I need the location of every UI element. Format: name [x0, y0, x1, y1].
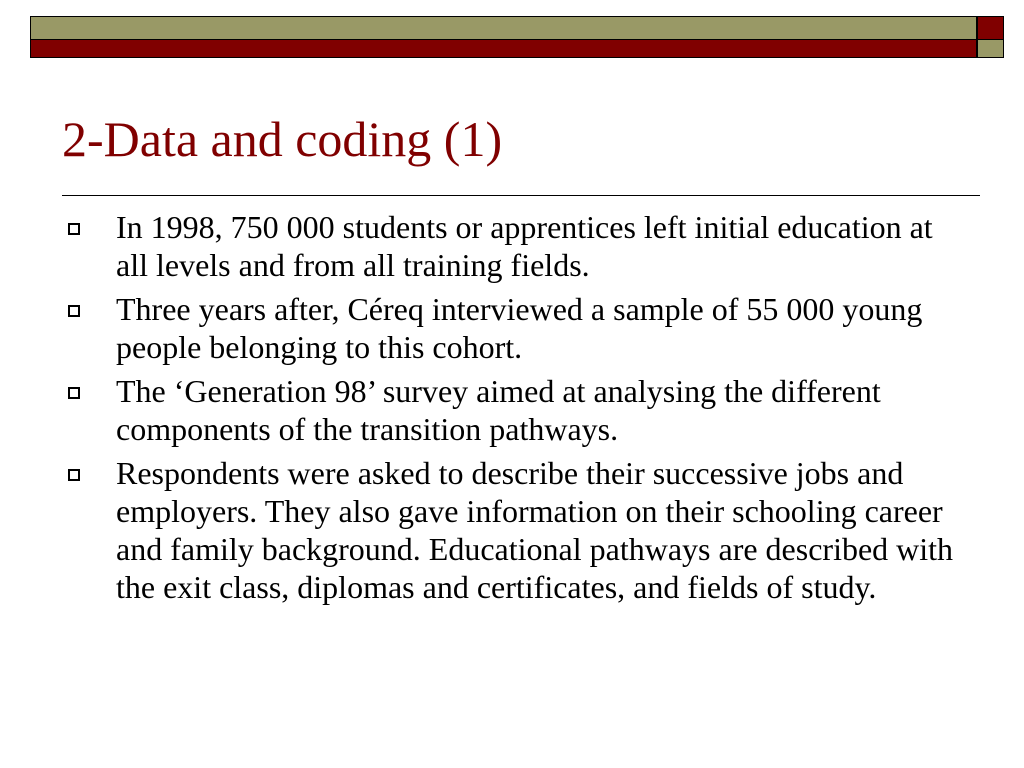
bullet-text: In 1998, 750 000 students or apprentices left initial education at all levels and from all training fields.: [116, 209, 933, 283]
header-bar-maroon: [30, 40, 977, 58]
header-square-olive: [977, 40, 1004, 58]
bullet-item: [62, 290, 962, 366]
bullet-item: [62, 372, 962, 448]
slide-title: 2-Data and coding (1): [62, 111, 503, 167]
bullet-item: [62, 208, 962, 284]
hollow-square-bullet-icon: [68, 469, 80, 481]
bullet-text: The ‘Generation 98’ survey aimed at analysing the different components of the transition pathways.: [116, 373, 881, 447]
hollow-square-bullet-icon: [68, 223, 80, 235]
bullet-text: Respondents were asked to describe their successive jobs and employers. They also gave information on their schooling career and family background. Educational pathways are described with the exit class, diplomas and certificates, and fields of study.: [116, 455, 954, 605]
title-divider: [62, 195, 980, 196]
bullet-list: [62, 208, 962, 612]
hollow-square-bullet-icon: [68, 387, 80, 399]
header-square-maroon: [977, 16, 1004, 40]
bullet-text: Three years after, Céreq interviewed a sample of 55 000 young people belonging to this cohort.: [116, 291, 923, 365]
hollow-square-bullet-icon: [68, 305, 80, 317]
bullet-item: [62, 454, 962, 606]
header-bar-olive: [30, 16, 977, 40]
